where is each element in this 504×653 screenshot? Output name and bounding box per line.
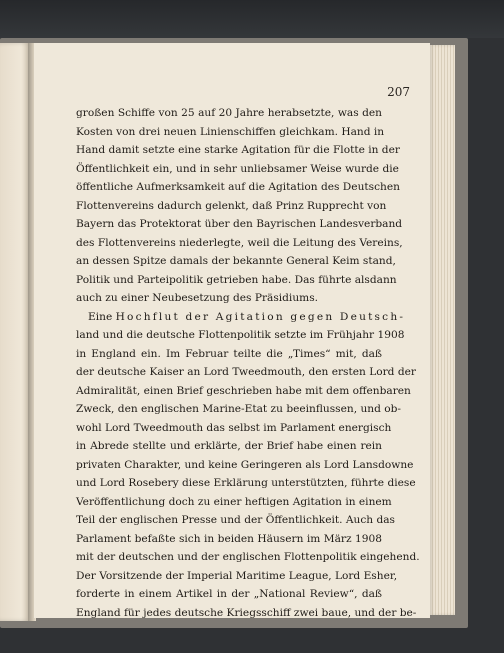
paragraph-opening-line [76,308,406,327]
text-line: mit der deutschen und der englischen Flottenpolitik eingehend. [76,551,420,563]
text-line: in Abrede stellte und erklärte, der Brief habe einen rein [76,440,382,452]
text-line: land und die deutsche Flottenpolitik setzte im Frühjahr 1908 [76,329,405,341]
text-line: öffentliche Aufmerksamkeit auf die Agitation des Deutschen [76,181,400,193]
text-line: Der Vorsitzende der Imperial Maritime League, Lord Esher, [76,569,398,582]
text-line: Öffentlichkeit ein, und in sehr unliebsamer Weise wurde die [76,162,399,175]
text-line: forderte in einem Artikel in der „National Review“, daß [76,588,382,600]
text-line: Zweck, den englischen Marine-Etat zu beeinflussen, und ob- [76,403,401,415]
text-line: Teil der englischen Presse und der Öffentlichkeit. Auch das [76,514,395,526]
page-number: 207 [387,85,410,99]
text-line: der deutsche Kaiser an Lord Tweedmouth, den ersten Lord der [76,366,416,378]
text-line: Kosten von drei neuen Linienschiffen gleichkam. Hand in [76,125,385,138]
text-line: auch zu einer Neubesetzung des Präsidiums. [76,292,318,304]
text-line: Hand damit setzte eine starke Agitation für die Flotte in der [76,144,400,156]
spaced-emphasis: Hochflut der Agitation gegen Deutsch- [115,310,406,323]
paragraph-lead: Eine [88,310,116,323]
text-line: des Flottenvereins niederlegte, weil die Leitung des Vereins, [76,236,403,249]
book-page [34,43,430,618]
text-line: England für jedes deutsche Kriegsschiff zwei baue, und der be- [76,606,417,619]
text-line: Bayern das Protektorat über den Bayrischen Landesverband [76,218,403,230]
text-line: Flottenvereins dadurch gelenkt, daß Prinz Rupprecht von [76,199,387,212]
text-line: Veröffentlichung doch zu einer heftigen Agitation in einem [76,495,392,508]
body-text [76,104,420,622]
text-line: großen Schiffe von 25 auf 20 Jahre herabsetzte, was den [76,107,382,119]
text-line: Parlament befaßte sich in beiden Häusern im März 1908 [76,532,382,545]
page-stack-edges [430,45,455,615]
text-line: Politik und Parteipolitik getrieben habe. Das führte alsdann [76,273,397,286]
text-line: Admiralität, einen Brief geschrieben habe mit dem offenbaren [76,384,411,397]
text-line: an dessen Spitze damals der bekannte General Keim stand, [76,255,396,267]
text-line: privaten Charakter, und keine Geringeren als Lord Lansdowne [76,458,414,471]
background-top [0,0,504,38]
text-line: und Lord Rosebery diese Erklärung unterstützten, führte diese [76,477,416,489]
text-line: wohl Lord Tweedmouth das selbst im Parlament energisch [76,421,392,434]
text-line: in England ein. Im Februar teilte die „Times“ mit, daß [76,347,382,360]
left-page-edge [0,43,30,621]
